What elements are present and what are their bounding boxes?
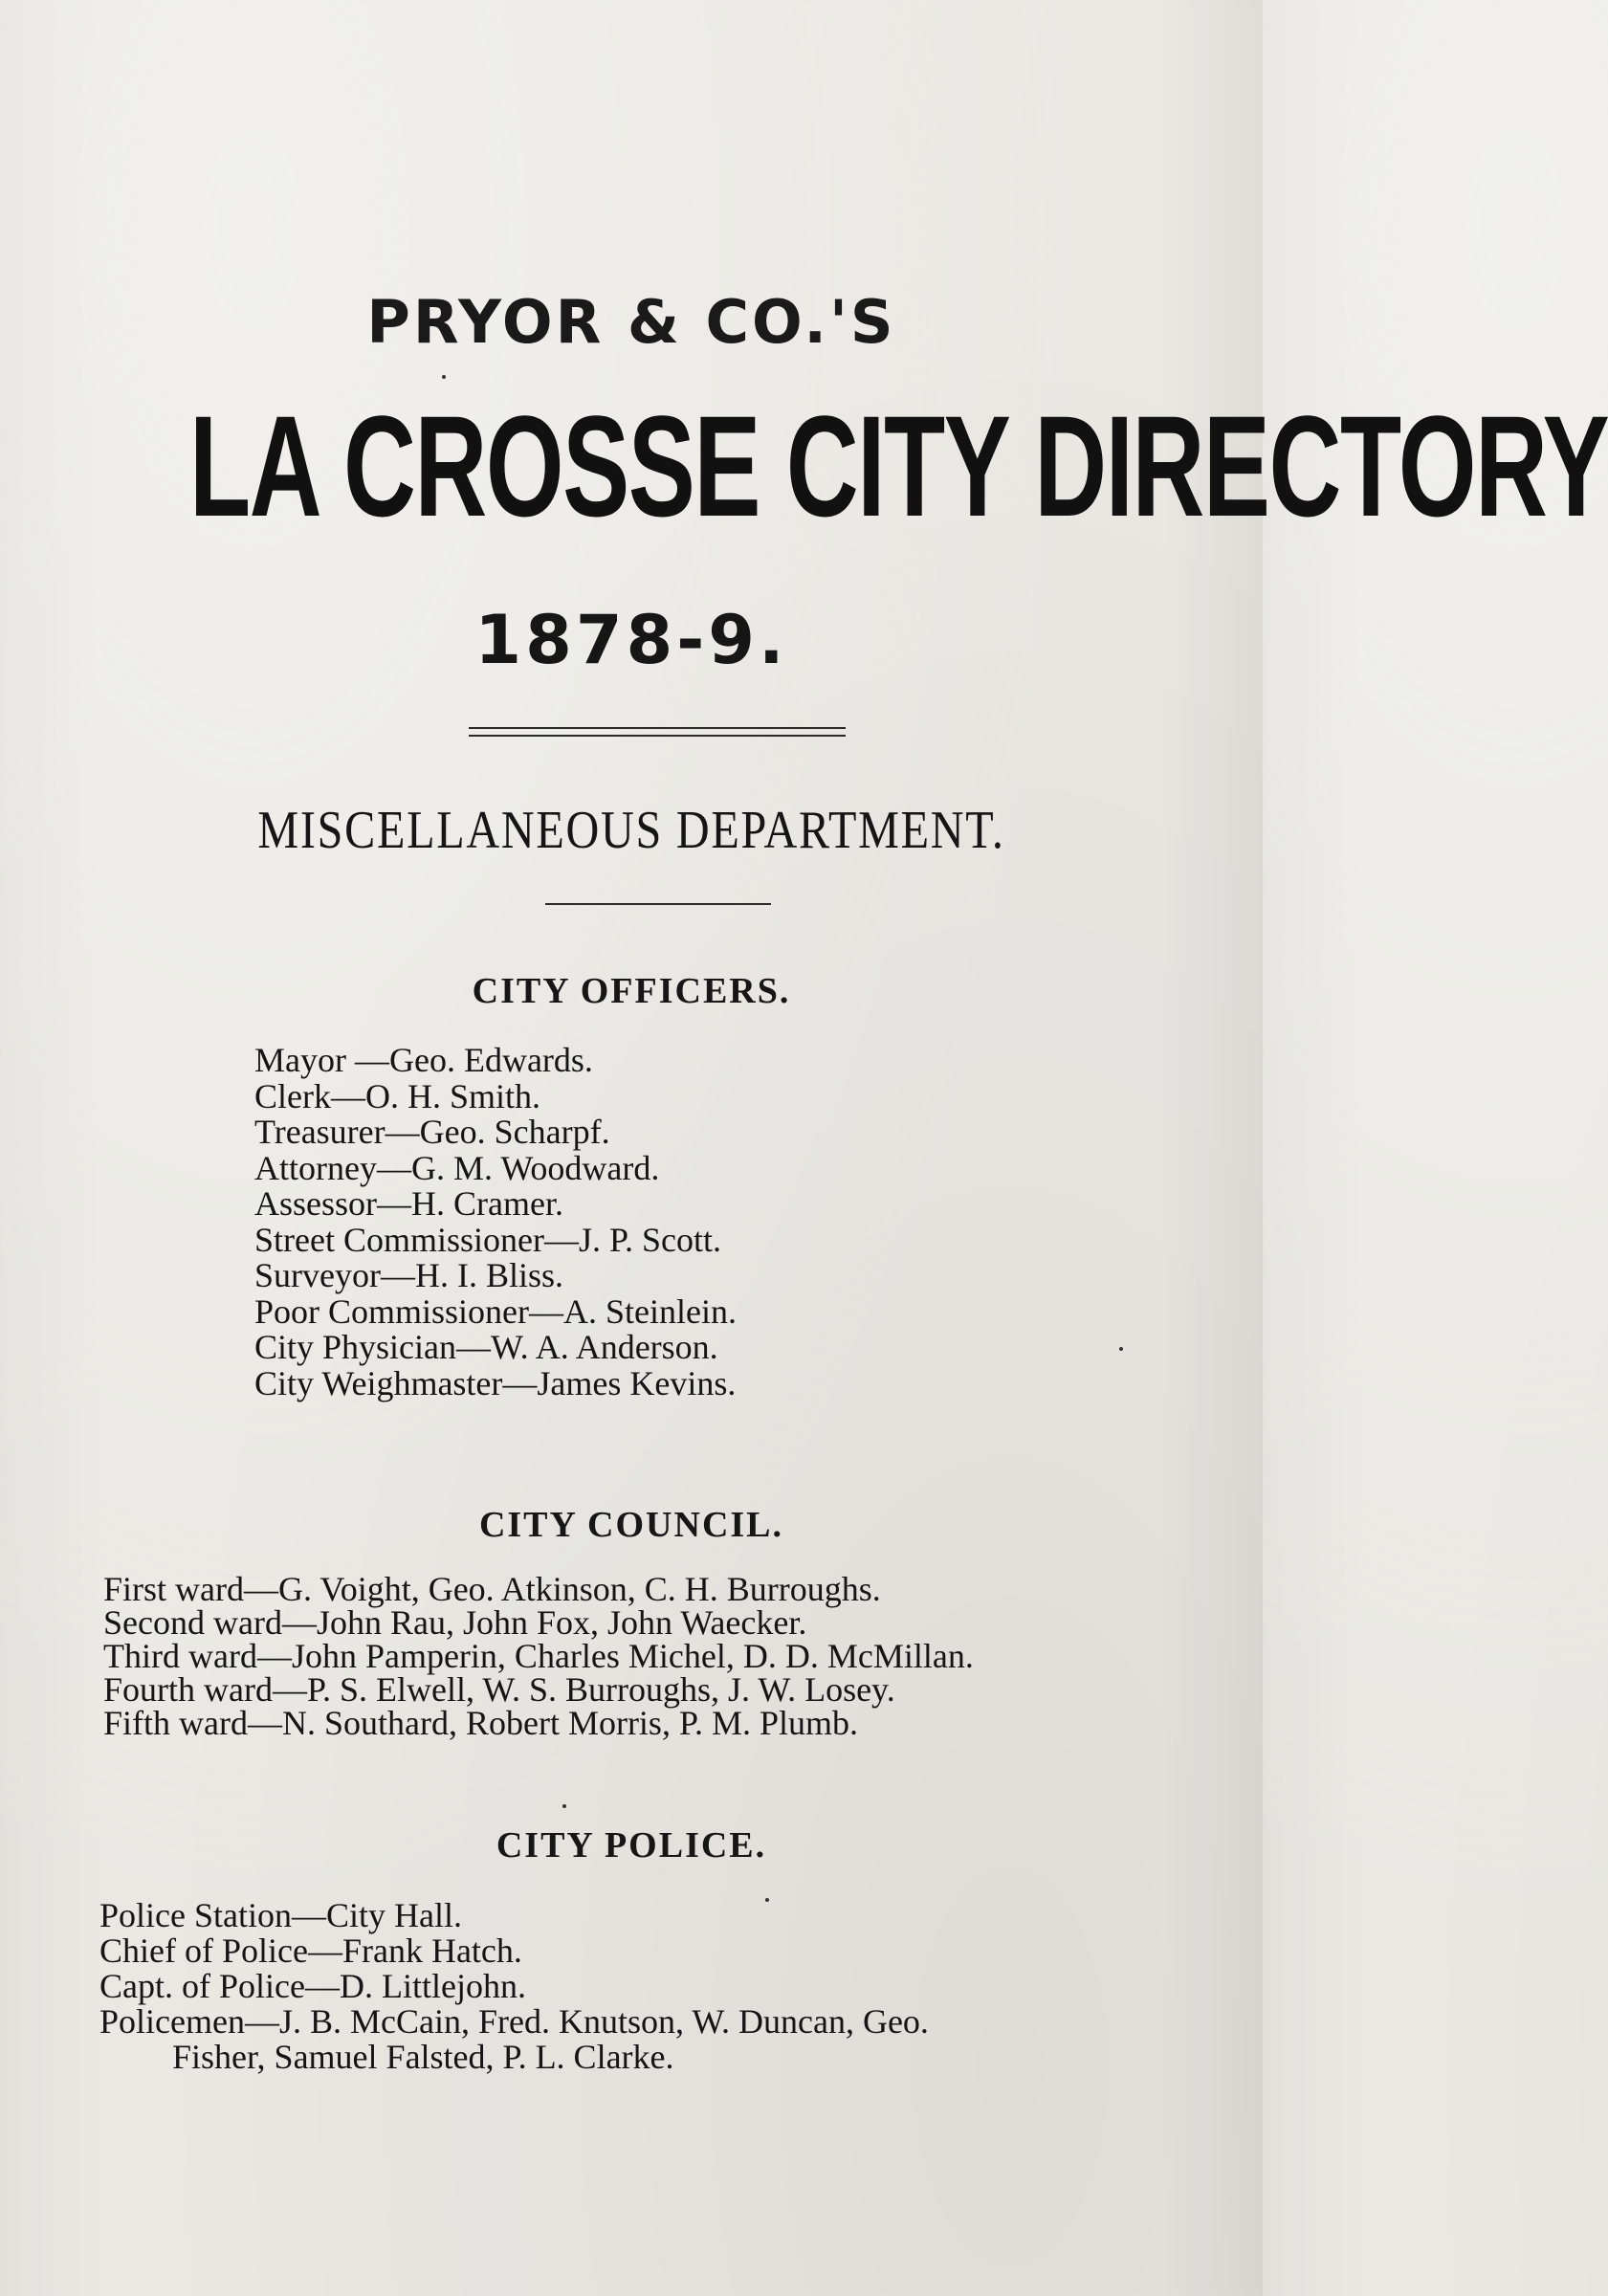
ink-speck (1119, 1347, 1123, 1351)
ink-speck (765, 1898, 769, 1902)
list-item: City Weighmaster—James Kevins. (254, 1363, 737, 1402)
publisher-line: PRYOR & CO.'S (366, 287, 896, 357)
list-item: Fisher, Samuel Falsted, P. L. Clarke. (172, 2038, 674, 2076)
list-item: Attorney—G. M. Woodward. (254, 1148, 660, 1187)
city-police-list (99, 1898, 929, 2075)
list-item: Poor Commissioner—A. Steinlein. (254, 1292, 737, 1331)
list-item: Second ward—John Rau, John Fox, John Waecker. (103, 1603, 807, 1642)
list-item: Mayor —Geo. Edwards. (254, 1041, 593, 1079)
directory-title: LA CROSSE CITY DIRECTORY (189, 386, 1608, 546)
directory-year: 1878-9. (474, 601, 788, 679)
list-item: Surveyor—H. I. Bliss. (254, 1256, 563, 1294)
list-item: First ward—G. Voight, Geo. Atkinson, C. H. Burroughs. (103, 1570, 881, 1608)
list-item: Fourth ward—P. S. Elwell, W. S. Burroughs, J. W. Losey. (103, 1670, 895, 1709)
list-item: Fifth ward—N. Southard, Robert Morris, P. M. Plumb. (103, 1704, 859, 1742)
list-item: City Physician—W. A. Anderson. (254, 1328, 718, 1366)
list-item: Third ward—John Pamperin, Charles Michel, D. D. McMillan. (103, 1637, 974, 1675)
list-item: Police Station—City Hall. (99, 1896, 462, 1934)
city-officers-list (254, 1043, 737, 1402)
list-item: Treasurer—Geo. Scharpf. (254, 1113, 610, 1151)
list-item: Policemen—J. B. McCain, Fred. Knutson, W. Duncan, Geo. (99, 2002, 929, 2041)
city-police-heading: CITY POLICE. (496, 1825, 767, 1866)
list-item: Clerk—O. H. Smith. (254, 1076, 541, 1115)
city-officers-heading: CITY OFFICERS. (472, 971, 791, 1011)
city-council-list (103, 1570, 974, 1742)
department-heading: MISCELLANEOUS DEPARTMENT. (257, 801, 1005, 860)
list-item: Chief of Police—Frank Hatch. (99, 1932, 522, 1970)
city-council-heading: CITY COUNCIL. (478, 1505, 784, 1545)
list-item: Capt. of Police—D. Littlejohn. (99, 1967, 526, 2005)
ink-speck (442, 375, 446, 379)
list-item: Street Commissioner—J. P. Scott. (254, 1220, 722, 1259)
single-rule-divider (545, 903, 771, 905)
list-item: Assessor—H. Cramer. (254, 1184, 563, 1223)
double-rule-divider (469, 727, 846, 737)
ink-speck (562, 1804, 566, 1808)
